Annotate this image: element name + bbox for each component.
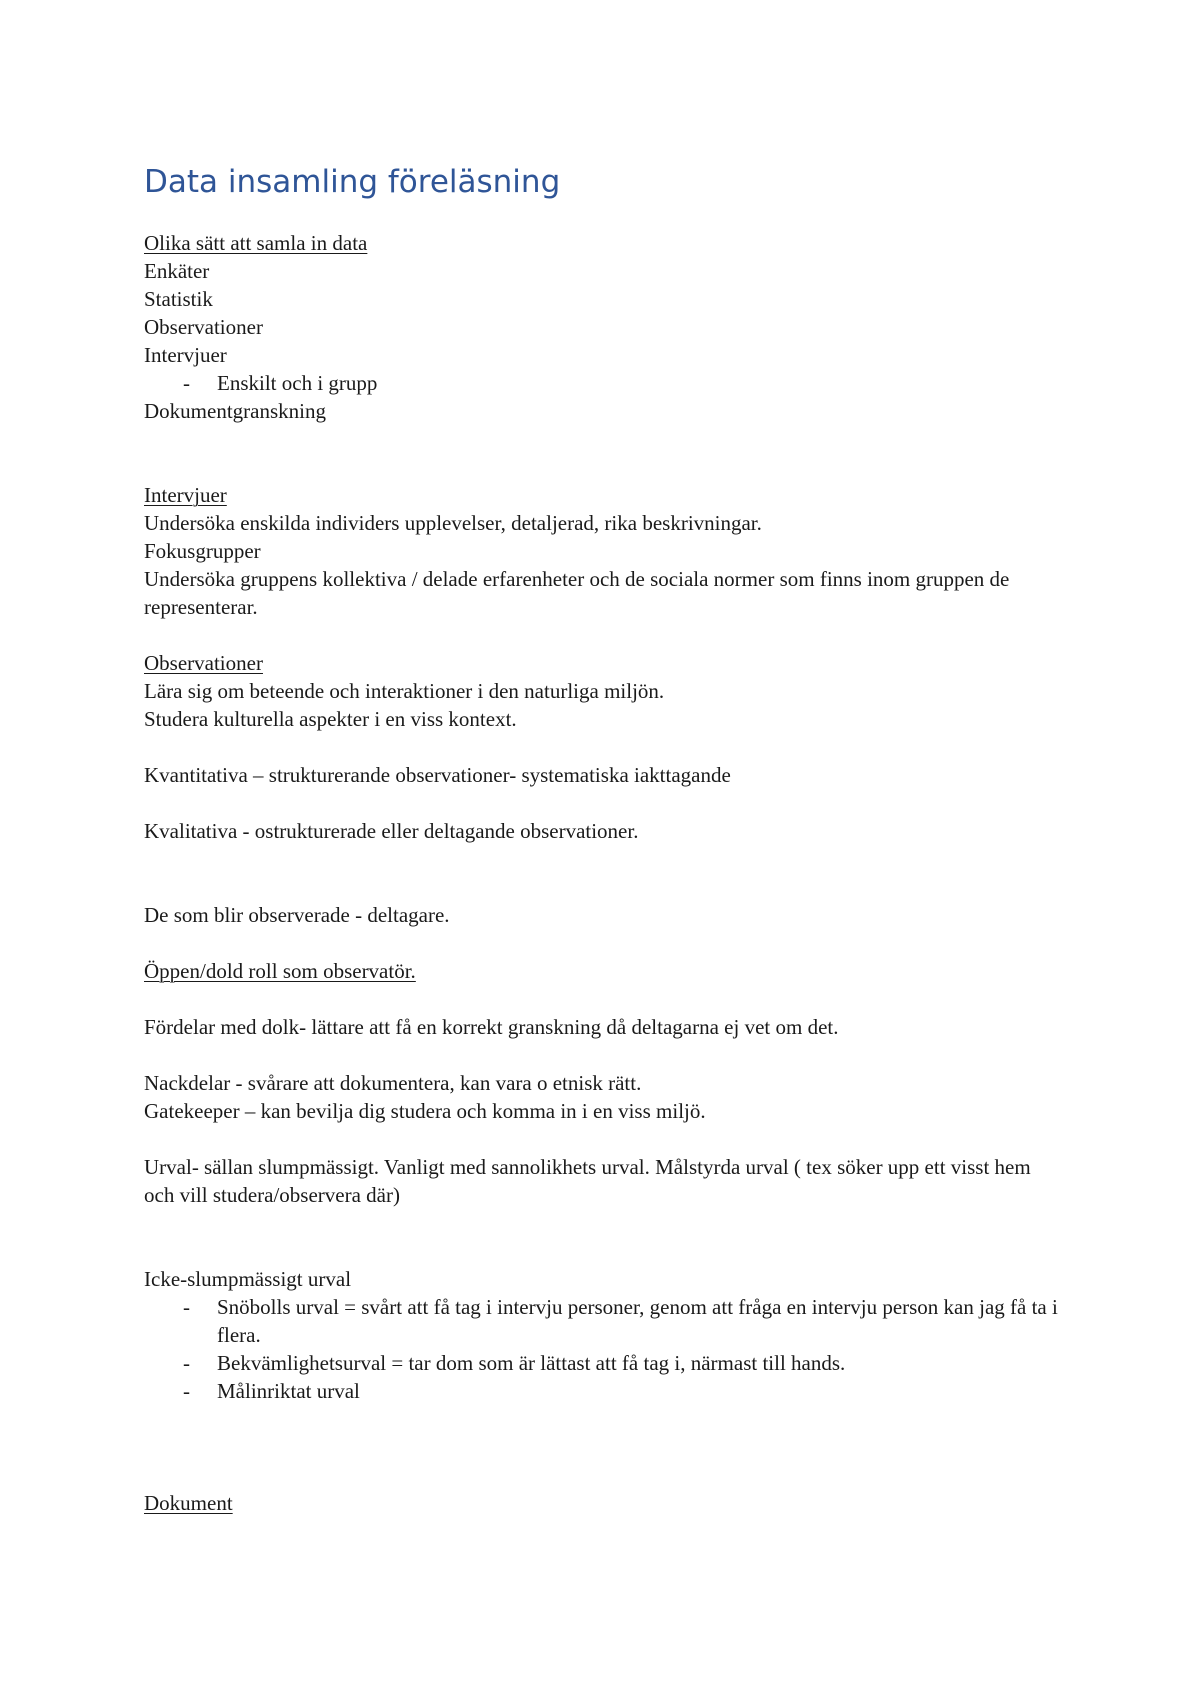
methods-sub-list [144,369,1064,397]
methods-heading: Olika sätt att samla in data [144,231,368,255]
list-item [144,1293,1064,1349]
dash-bullet: - [183,1351,190,1375]
observations-qualitative: Kvalitativa - ostrukturerade eller deltagande observationer. [144,819,639,843]
observations-quantitative: Kvantitativa – strukturerande observationer- systematiska iakttagande [144,763,731,787]
list-item [144,1349,1064,1377]
list-item [144,369,1064,397]
interviews-text: Undersöka gruppens kollektiva / delade erfarenheter och de sociala normer som finns inom gruppen de representerar. [144,567,1010,619]
document-body [144,162,1064,1517]
observations-participants: De som blir observerade - deltagare. [144,903,450,927]
observations-text: Studera kulturella aspekter i en viss kontext. [144,707,517,731]
dash-bullet: - [183,1379,190,1403]
interviews-heading: Intervjuer [144,483,227,507]
observer-role-heading: Öppen/dold roll som observatör. [144,959,416,983]
methods-item: Observationer [144,315,263,339]
dash-bullet: - [183,1295,190,1319]
observations-disadvantages: Nackdelar - svårare att dokumentera, kan vara o etnisk rätt. [144,1071,642,1095]
list-item-text: Enskilt och i grupp [217,371,378,395]
list-item-text: Målinriktat urval [217,1379,360,1403]
interviews-text: Fokusgrupper [144,539,261,563]
sampling-heading: Icke-slumpmässigt urval [144,1267,352,1291]
list-item-text: Snöbolls urval = svårt att få tag i intervju personer, genom att fråga en intervju person kan jag få ta i flera. [217,1295,1058,1347]
methods-item: Enkäter [144,259,210,283]
documents-heading: Dokument [144,1491,233,1515]
methods-item: Statistik [144,287,213,311]
observations-text: Lära sig om beteende och interaktioner i den naturliga miljön. [144,679,665,703]
list-item [144,1377,1064,1405]
observations-selection: Urval- sällan slumpmässigt. Vanligt med sannolikhets urval. Målstyrda urval ( tex söker upp ett visst hem och vill studera/observera där) [144,1155,1031,1207]
observations-heading: Observationer [144,651,263,675]
methods-item: Intervjuer [144,343,227,367]
methods-item: Dokumentgranskning [144,399,326,423]
document-title: Data insamling föreläsning [144,164,561,200]
dash-bullet: - [183,371,190,395]
observations-gatekeeper: Gatekeeper – kan bevilja dig studera och komma in i en viss miljö. [144,1099,706,1123]
sampling-list [144,1293,1064,1405]
list-item-text: Bekvämlighetsurval = tar dom som är lättast att få tag i, närmast till hands. [217,1351,846,1375]
observations-advantages: Fördelar med dolk- lättare att få en korrekt granskning då deltagarna ej vet om det. [144,1015,839,1039]
interviews-text: Undersöka enskilda individers upplevelser, detaljerad, rika beskrivningar. [144,511,762,535]
